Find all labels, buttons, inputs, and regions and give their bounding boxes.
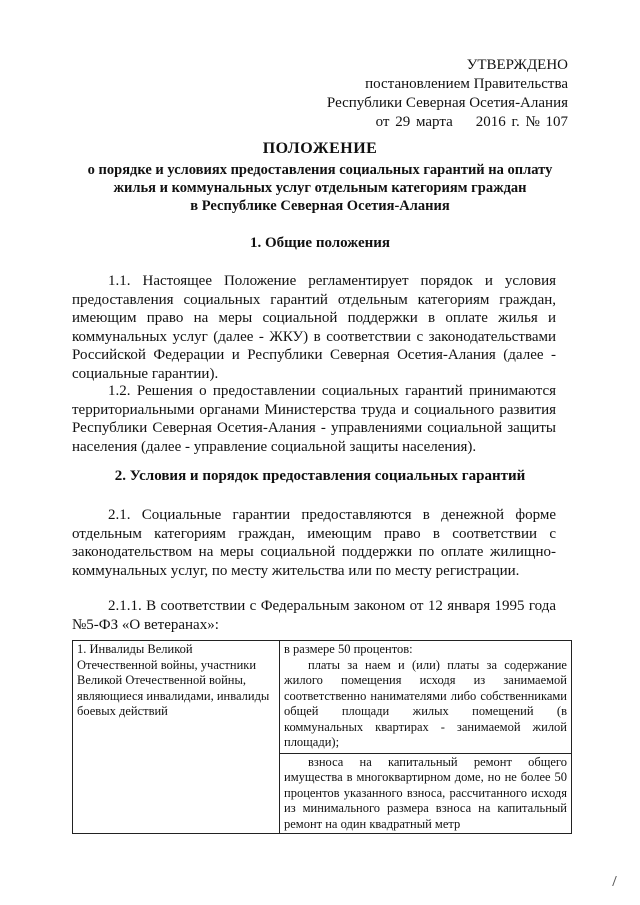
document-title bbox=[40, 140, 600, 215]
approval-line-republic: Республики Северная Осетия-Алания bbox=[326, 95, 568, 111]
paragraph-1-1: 1.1. Настоящее Положение регламентирует порядок и условия предоставления социальных гарантий отдельным категориям граждан, имеющим право на меры социальной поддержки в оплате жилья и коммунальных услуг (далее - ЖКУ) в соответствии с законодательствами Российской Федерации и Республики Северная Осетия-Алания (далее - социальные гарантии). bbox=[72, 273, 556, 382]
title-sub-line-3: в Республике Северная Осетия-Алания bbox=[190, 198, 450, 214]
table-cell-category: 1. Инвалиды Великой Отечественной войны, участники Великой Отечественной войны, являющиеся инвалидами, инвалиды боевых действий bbox=[73, 641, 280, 834]
table-cell-benefits bbox=[280, 641, 572, 834]
title-sub-line-1: о порядке и условиях предоставления социальных гарантий на оплату bbox=[87, 162, 553, 178]
approval-stamp bbox=[327, 56, 568, 132]
approval-line-approved: УТВЕРЖДЕНО bbox=[466, 57, 568, 73]
benefit-capital-repair: взноса на капитальный ремонт общего имущества в многоквартирном доме, но не более 50 процентов указанного взноса, рассчитанного исходя из минимального размера взноса на капитальный ремонт на один квадратный метр bbox=[280, 753, 571, 833]
paragraph-2-1: 2.1. Социальные гарантии предоставляются в денежной форме отдельным категориям граждан, имеющим право в соответствии с законодательством на меры социальной поддержки по оплате жилищно-коммунальных услуг, по месту жительства или по месту регистрации. bbox=[72, 507, 556, 579]
approval-line-decree: постановлением Правительства bbox=[365, 76, 568, 92]
section-2-heading: 2. Условия и порядок предоставления социальных гарантий bbox=[114, 468, 526, 484]
title-sub-line-2: жилья и коммунальных услуг отдельным категориям граждан bbox=[113, 180, 527, 196]
benefit-rent: платы за наем и (или) платы за содержание жилого помещения исходя из занимаемой соответственно нанимателями либо собственниками общей площади жилых помещений (в коммунальных квартирах - занимаемой жилой площади); bbox=[284, 657, 567, 749]
paragraph-2-1-1: 2.1.1. В соответствии с Федеральным законом от 12 января 1995 года №5-ФЗ «О ветеранах»: bbox=[72, 598, 556, 633]
table-row bbox=[73, 641, 572, 834]
benefits-table bbox=[72, 640, 572, 834]
pen-mark bbox=[612, 876, 620, 886]
approval-line-date: от 29 марта 2016 г. № 107 bbox=[375, 114, 568, 130]
paragraph-1-2: 1.2. Решения о предоставлении социальных гарантий принимаются территориальными органами Министерства труда и социального развития Республики Северная Осетия-Алания - управлениями социальной защиты населения (далее - управление социальной защиты населения). bbox=[72, 383, 556, 455]
title-main: ПОЛОЖЕНИЕ bbox=[262, 140, 378, 157]
section-1-heading: 1. Общие положения bbox=[249, 235, 391, 251]
benefit-intro: в размере 50 процентов: bbox=[284, 642, 413, 656]
